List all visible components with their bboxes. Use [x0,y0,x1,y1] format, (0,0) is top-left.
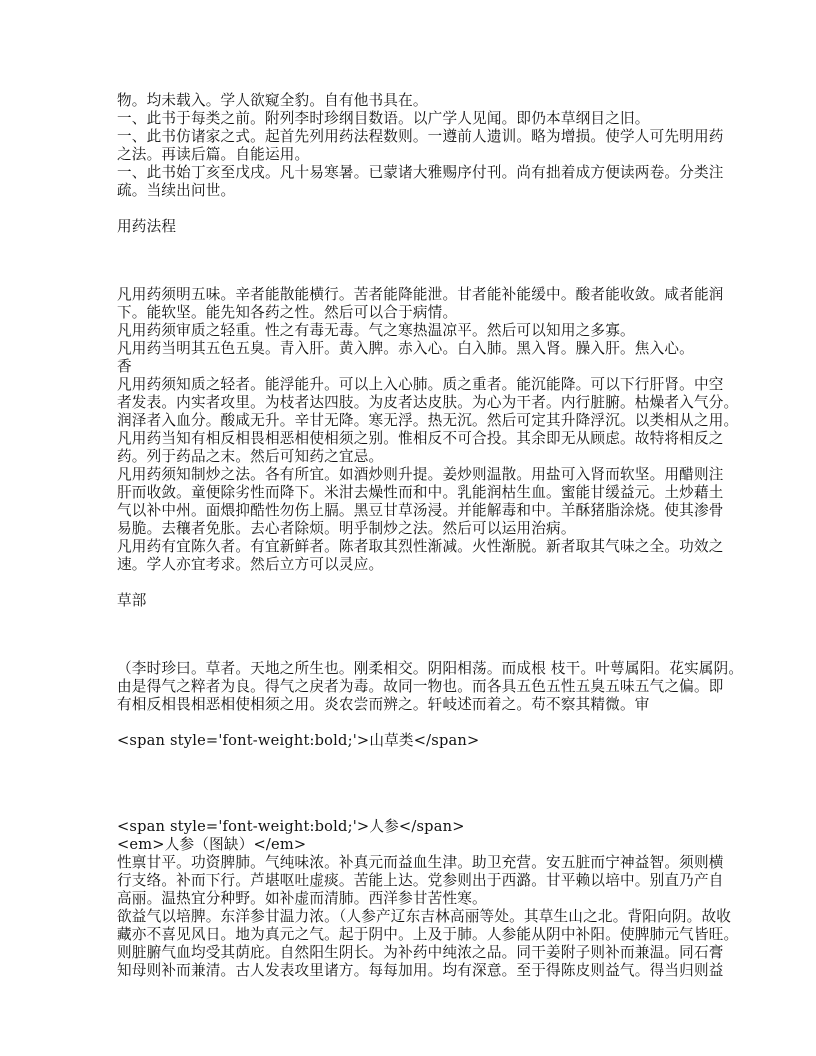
entry-title-raw-markup: <span style='font-weight:bold;'>人参</span> [117,818,465,835]
text-line: 物。均未载入。学人欲窥全豹。自有他书具在。 [117,92,428,109]
text-line: 性禀甘平。功资脾肺。气纯味浓。补真元而益血生津。助卫充营。安五脏而宁神益智。须则横 [117,854,724,871]
renshen-entry [117,818,739,980]
text-line: 则脏腑气血均受其荫庇。自然阳生阴长。为补药中纯浓之品。同干姜附子则补而兼温。同石膏 [117,944,724,961]
text-line: 下。能软坚。能先知各药之性。然后可以合于病情。 [117,304,458,321]
text-line: 疏。当续出问世。 [117,182,236,199]
text-line: 知母则补而兼清。古人发表攻里诸方。每每加用。均有深意。至于得陈皮则益气。得当归则益 [117,962,724,979]
text-line: 凡用药须明五味。辛者能散能横行。苦者能降能泄。甘者能补能缓中。酸者能收敛。咸者能润 [117,286,724,303]
text-line: 速。学人亦宜考求。然后立方可以灵应。 [117,556,384,573]
text-line: 气以补中州。面煨抑酷性勿伤上膈。黑豆甘草汤浸。并能解毒和中。羊酥猪脂涂烧。使其渗骨 [117,502,724,519]
text-line: 凡用药有宜陈久者。有宜新鲜者。陈者取其烈性渐减。火性渐脱。新者取其气味之全。功效之 [117,538,724,555]
text-line: 凡用药须知制炒之法。各有所宜。如酒炒则升提。姜炒则温散。用盐可入肾而软坚。用醋则注 [117,466,724,483]
section-heading-yongyao: 用药法程 [117,218,177,235]
subheading-raw-markup: <span style='font-weight:bold;'>山草类</span> [117,732,480,749]
caobu-block [117,660,744,714]
text-line: 行支络。补而下行。芦堪呕吐虚痰。苦能上达。党参则出于西潞。甘平赖以培中。别直乃产自 [117,872,724,889]
text-line: 一、此书仿诸家之式。起首先列用药法程数则。一遵前人遗训。略为增损。使学人可先明用药 [117,128,724,145]
text-line: 之法。再读后篇。自能运用。 [117,146,310,163]
text-line: 由是得气之粹者为良。得气之戾者为毒。故同一物也。而各具五色五性五臭五味五气之偏。即 [117,678,724,695]
text-line: 肝而收敛。童便除劣性而降下。米泔去燥性而和中。乳能润枯生血。蜜能甘缓益元。土炒藉土 [117,484,724,501]
intro-block [117,92,724,200]
text-line: 高丽。温热宜分种野。如补虚而清肺。西洋参甘苦性寒。 [117,890,487,907]
text-line: 一、此书于每类之前。附列李时珍纲目数语。以广学人见闻。即仍本草纲目之旧。 [117,110,650,127]
text-line: 香 [117,358,132,375]
text-line: 凡用药当明其五色五臭。青入肝。黄入脾。赤入心。白入肺。黑入肾。臊入肝。焦入心。 [117,340,694,357]
image-caption-raw-markup: <em>人参（图缺）</em> [117,836,307,853]
text-line: 藏亦不喜见风日。地为真元之气。起于阴中。上及于肺。人参能从阴中补阳。使脾肺元气皆旺。 [117,926,739,943]
document-page [117,92,744,980]
text-line: 一、此书始丁亥至戊戌。凡十易寒暑。已蒙诸大雅赐序付刊。尚有拙着成方便读两卷。分类注 [117,164,724,181]
text-line: 欲益气以培脾。东洋参甘温力浓。（人参产辽东吉林高丽等处。其草生山之北。背阳向阴。故收 [117,908,732,925]
text-line: 易脆。去穰者免胀。去心者除烦。明乎制炒之法。然后可以运用治病。 [117,520,576,537]
text-line: 有相反相畏相恶相使相须之用。炎农尝而辨之。轩岐述而着之。苟不察其精微。审 [117,696,650,713]
text-line: 凡用药当知有相反相畏相恶相使相须之别。惟相反不可合投。其余即无从顾虑。故特将相反之 [117,430,724,447]
yongyao-block [117,286,739,574]
text-line: （李时珍曰。草者。天地之所生也。刚柔相交。阴阳相荡。而成根 枝干。叶萼属阳。花实属阴。 [117,660,744,677]
text-line: 凡用药须审质之轻重。性之有毒无毒。气之寒热温凉平。然后可以知用之多寡。 [117,322,635,339]
text-line: 凡用药须知质之轻者。能浮能升。可以上入心肺。质之重者。能沉能降。可以下行肝肾。中空 [117,376,724,393]
section-heading-caobu: 草部 [117,592,147,609]
text-line: 润泽者入血分。酸咸无升。辛甘无降。寒无浮。热无沉。然后可定其升降浮沉。以类相从之用。 [117,412,739,429]
text-line: 者发表。内实者攻里。为枝者达四肢。为皮者达皮肤。为心为干者。内行脏腑。枯燥者入气分。 [117,394,739,411]
text-line: 药。列于药品之末。然后可知药之宜忌。 [117,448,384,465]
